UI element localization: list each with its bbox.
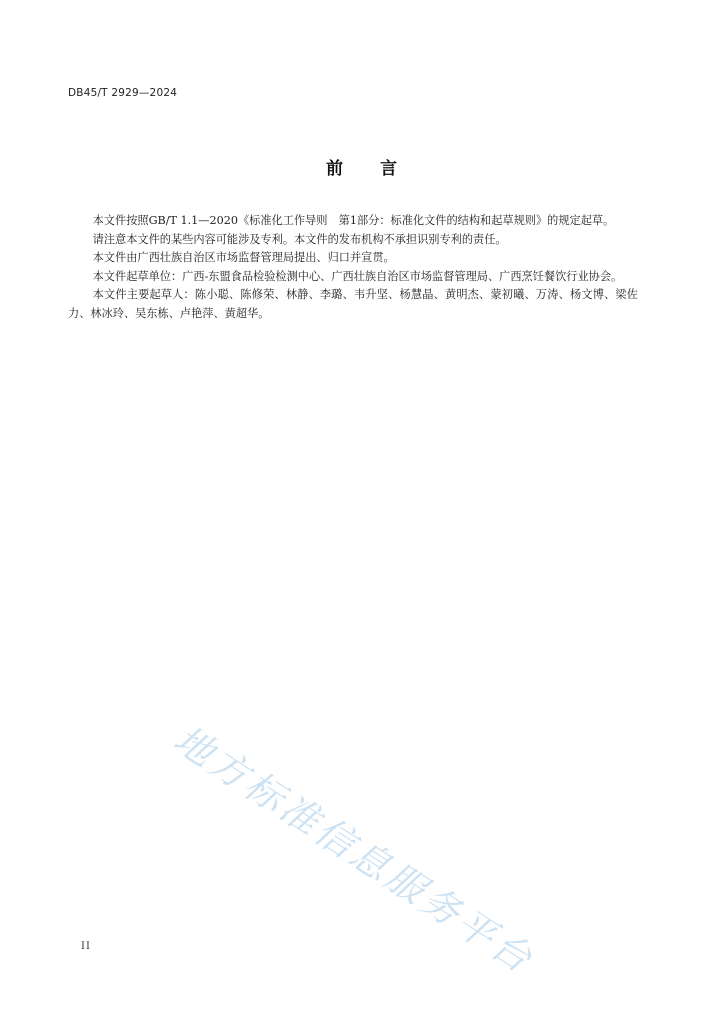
paragraph-drafters: 本文件主要起草人：陈小聪、陈修荣、林静、李璐、韦升坚、杨慧晶、黄明杰、蒙初曦、万涛、杨文博、梁佐力、林冰玲、吴东栋、卢艳萍、黄超华。 [68,288,638,320]
foreword-body [68,212,638,323]
paragraph-drafting-rules: 本文件按照GB/T 1.1—2020《标准化工作导则 第1部分：标准化文件的结构和起草规则》的规定起草。 [92,214,615,227]
page-number: II [81,941,91,952]
page-title [0,154,724,179]
standard-code: DB45/T 2929—2024 [68,87,178,99]
paragraph-proposer: 本文件由广西壮族自治区市场监督管理局提出、归口并宣贯。 [92,251,395,264]
title-char-2: 言 [380,159,398,179]
paragraph-drafting-units: 本文件起草单位：广西-东盟食品检验检测中心、广西壮族自治区市场监督管理局、广西烹饪餐饮行业协会。 [92,269,623,283]
title-char-1: 前 [326,159,344,179]
paragraph-patent-notice: 请注意本文件的某些内容可能涉及专利。本文件的发布机构不承担识别专利的责任。 [92,232,507,246]
watermark: 地方标准信息服务平台 [166,716,543,983]
